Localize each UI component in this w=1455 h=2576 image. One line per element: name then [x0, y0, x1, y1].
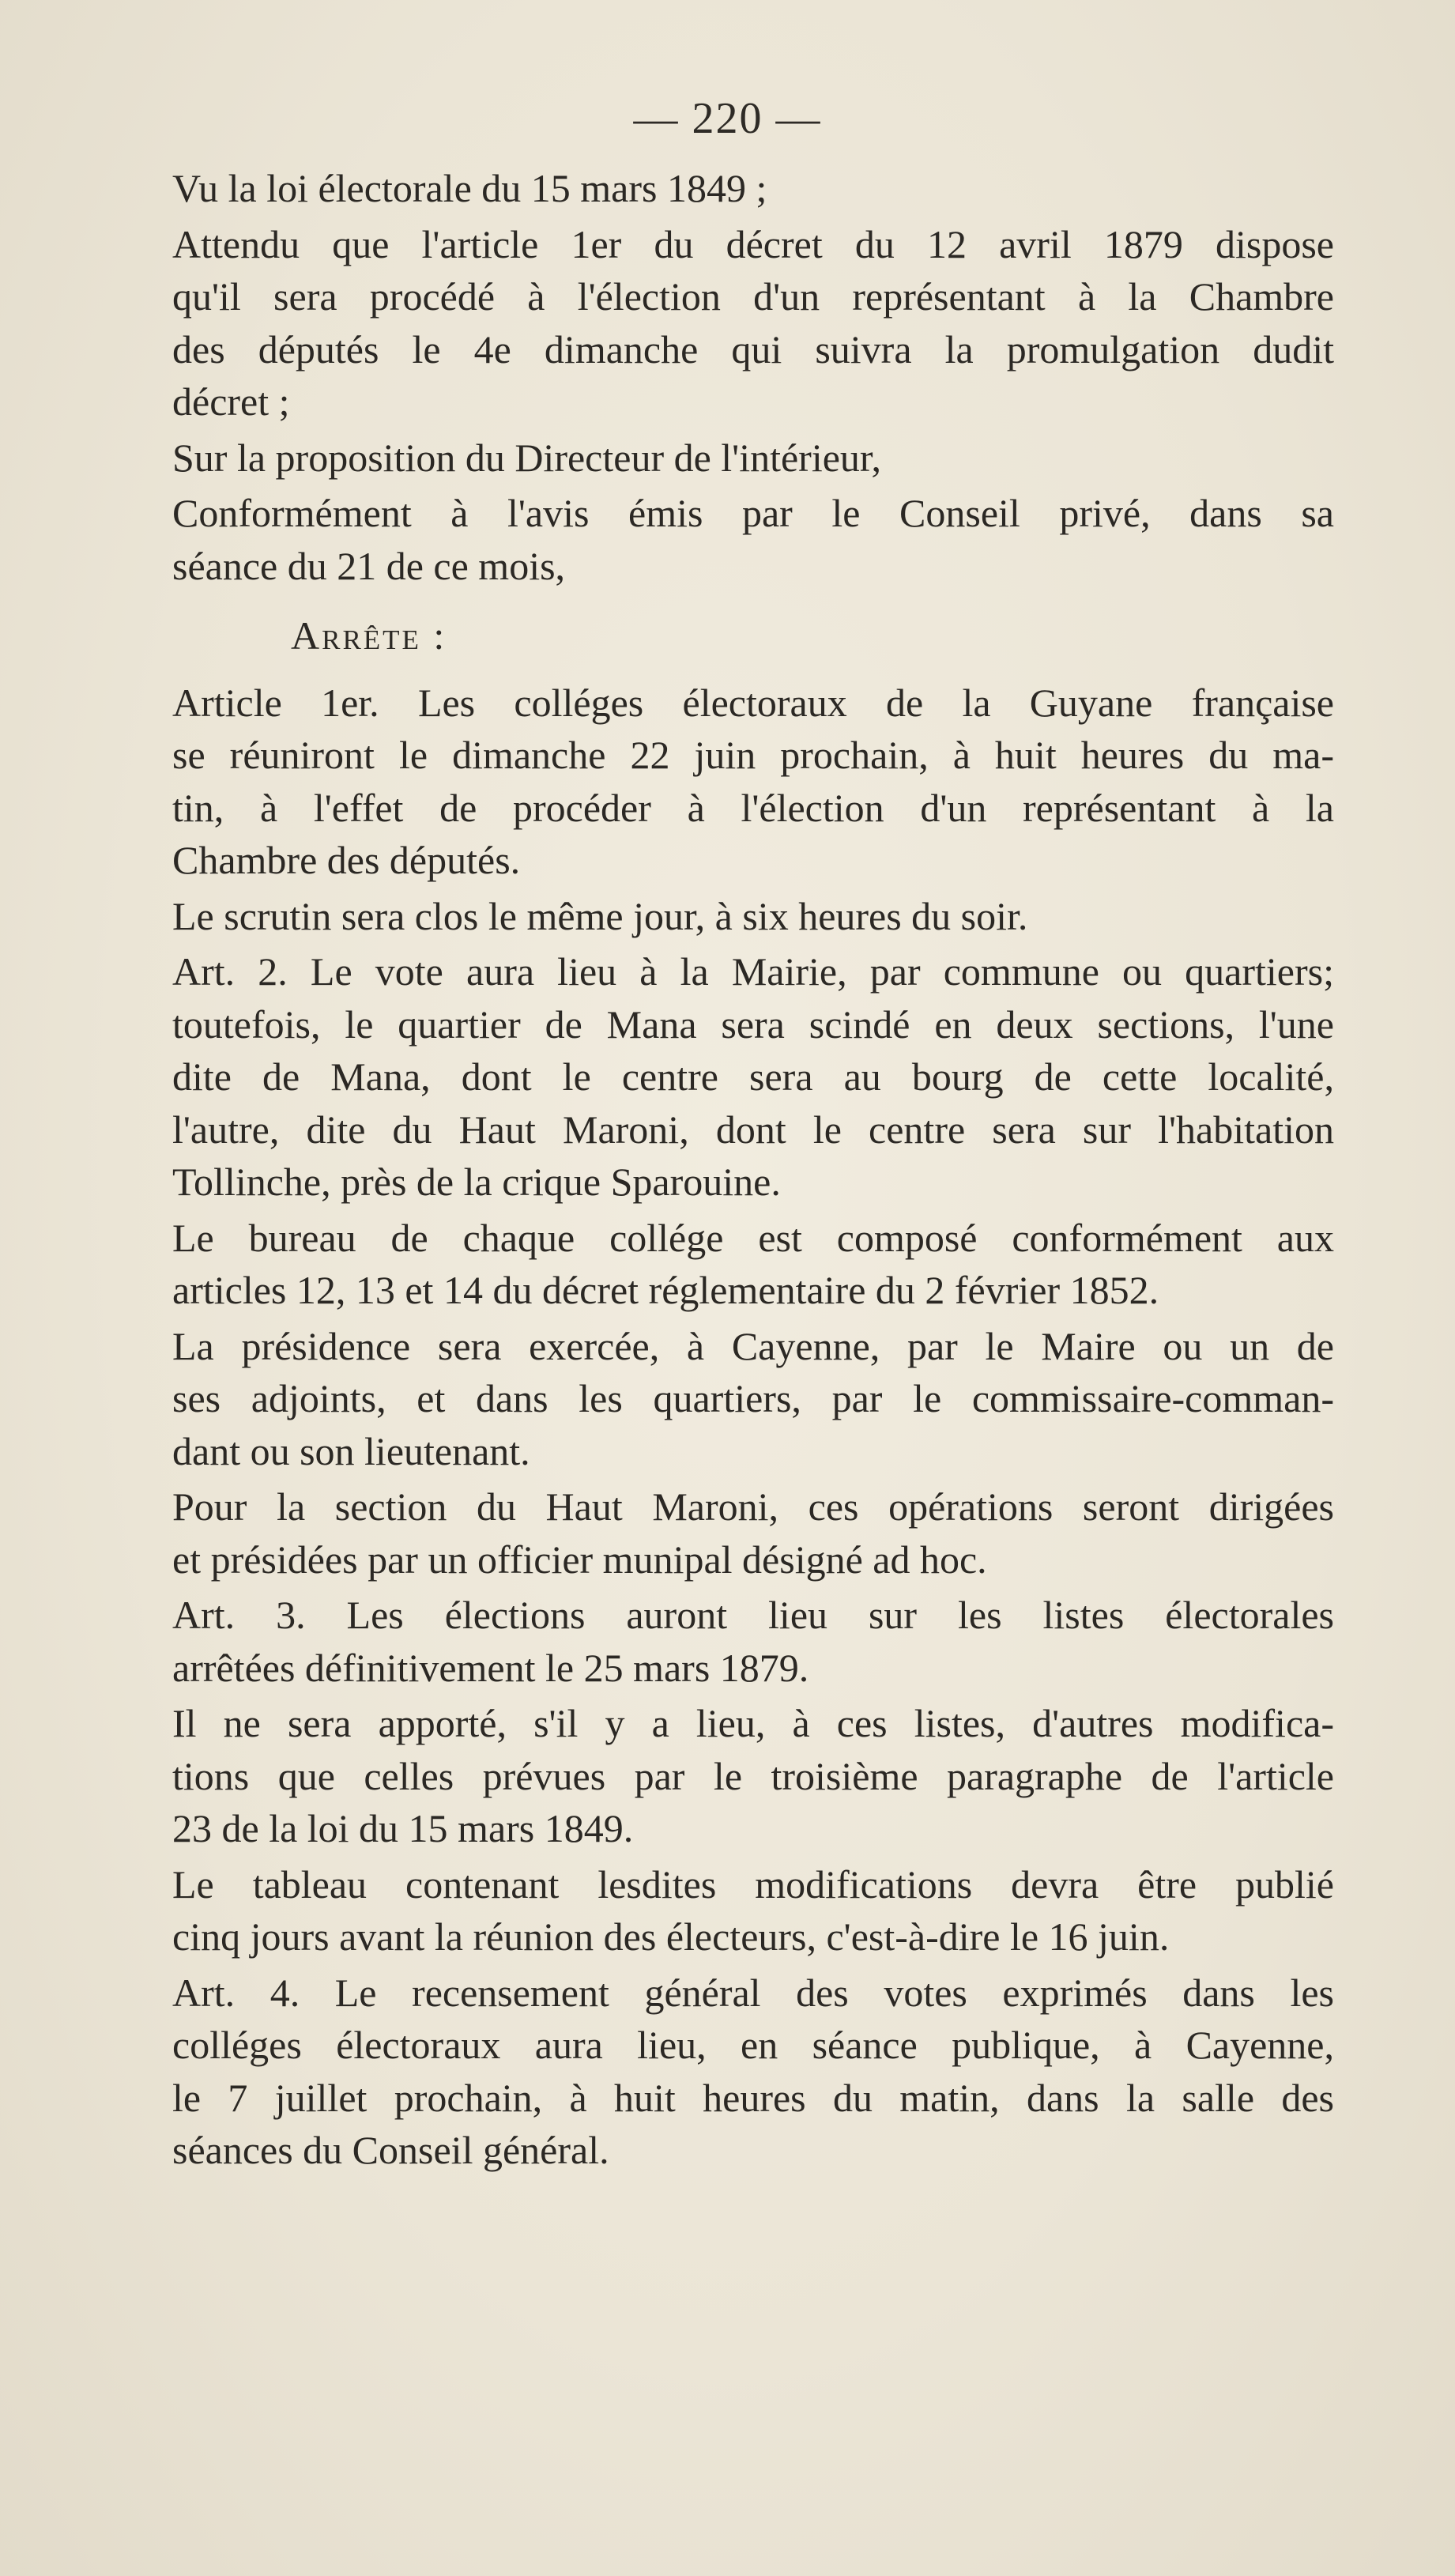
text-line: le 7 juillet prochain, à huit heures du matin, dans la salle des — [172, 2075, 1334, 2120]
text-line: Tollinche, près de la crique Sparouine. — [172, 1160, 781, 1204]
text-line: tions que celles prévues par le troisième paragraphe de l'article — [172, 1753, 1334, 1798]
text-line: Il ne sera apporté, s'il y a lieu, à ces listes, d'autres modifica- — [172, 1701, 1334, 1745]
paragraph — [172, 677, 1334, 887]
text-line: arrêtées définitivement le 25 mars 1879. — [172, 1645, 809, 1690]
text-line: se réuniront le dimanche 22 juin prochain, à huit heures du ma- — [172, 733, 1334, 777]
paragraph — [172, 162, 1334, 215]
paragraph — [172, 1967, 1334, 2177]
text-line: Article 1er. Les colléges électoraux de la Guyane française — [172, 680, 1334, 725]
paragraph — [172, 1212, 1334, 1317]
text-line: l'autre, dite du Haut Maroni, dont le centre sera sur l'habitation — [172, 1107, 1334, 1152]
paragraph — [172, 1858, 1334, 1963]
text-line: Le scrutin sera clos le même jour, à six heures du soir. — [172, 893, 1028, 938]
text-line: Attendu que l'article 1er du décret du 12 avril 1879 dispose — [172, 221, 1334, 266]
text-line: Art. 2. Le vote aura lieu à la Mairie, par commune ou quartiers; — [172, 949, 1334, 994]
text-line: décret ; — [172, 379, 290, 424]
paragraph — [172, 945, 1334, 1209]
text-line: cinq jours avant la réunion des électeurs, c'est-à-dire le 16 juin. — [172, 1914, 1170, 1959]
paragraph — [172, 1697, 1334, 1855]
document-body — [172, 162, 1334, 2180]
text-line: dite de Mana, dont le centre sera au bourg de cette localité, — [172, 1054, 1334, 1099]
page-number: — 220 — — [633, 94, 822, 143]
text-line: colléges électoraux aura lieu, en séance publique, à Cayenne, — [172, 2023, 1334, 2067]
text-line: séance du 21 de ce mois, — [172, 543, 566, 588]
text-line: toutefois, le quartier de Mana sera scindé en deux sections, l'une — [172, 1001, 1334, 1047]
paragraph — [172, 487, 1334, 592]
text-line: articles 12, 13 et 14 du décret réglementaire du 2 février 1852. — [172, 1268, 1159, 1312]
text-line: des députés le 4e dimanche qui suivra la promulgation dudit — [172, 326, 1334, 372]
text-line: 23 de la loi du 15 mars 1849. — [172, 1806, 634, 1850]
text-line: dant ou son lieutenant. — [172, 1428, 530, 1473]
text-line: qu'il sera procédé à l'élection d'un représentant à la Chambre — [172, 274, 1334, 319]
text-line: Conformément à l'avis émis par le Conseil privé, dans sa — [172, 491, 1334, 535]
text-line: ses adjoints, et dans les quartiers, par le commissaire-comman- — [172, 1376, 1334, 1420]
text-line: Le bureau de chaque collége est composé conformément aux — [172, 1215, 1334, 1260]
arrete-heading: Arrête : — [291, 613, 447, 658]
paragraph — [172, 1589, 1334, 1694]
text-line: Vu la loi électorale du 15 mars 1849 ; — [172, 166, 767, 210]
paragraph — [172, 1480, 1334, 1586]
text-line: Art. 4. Le recensement général des votes exprimés dans les — [172, 1970, 1334, 2015]
text-line: et présidées par un officier munipal désigné ad hoc. — [172, 1537, 987, 1582]
paragraph — [172, 890, 1334, 943]
text-line: La présidence sera exercée, à Cayenne, par le Maire ou un de — [172, 1323, 1334, 1368]
text-line: Chambre des députés. — [172, 838, 521, 882]
text-line: Pour la section du Haut Maroni, ces opérations seront dirigées — [172, 1484, 1334, 1529]
text-line: séances du Conseil général. — [172, 2128, 609, 2172]
paragraph — [172, 218, 1334, 428]
text-line: Sur la proposition du Directeur de l'intérieur, — [172, 435, 882, 480]
text-line: Le tableau contenant lesdites modifications devra être publié — [172, 1861, 1334, 1907]
text-line: tin, à l'effet de procéder à l'élection d'un représentant à la — [172, 785, 1334, 830]
paragraph — [172, 432, 1334, 485]
paragraph — [172, 1320, 1334, 1478]
text-line: Art. 3. Les élections auront lieu sur les listes électorales — [172, 1593, 1334, 1637]
